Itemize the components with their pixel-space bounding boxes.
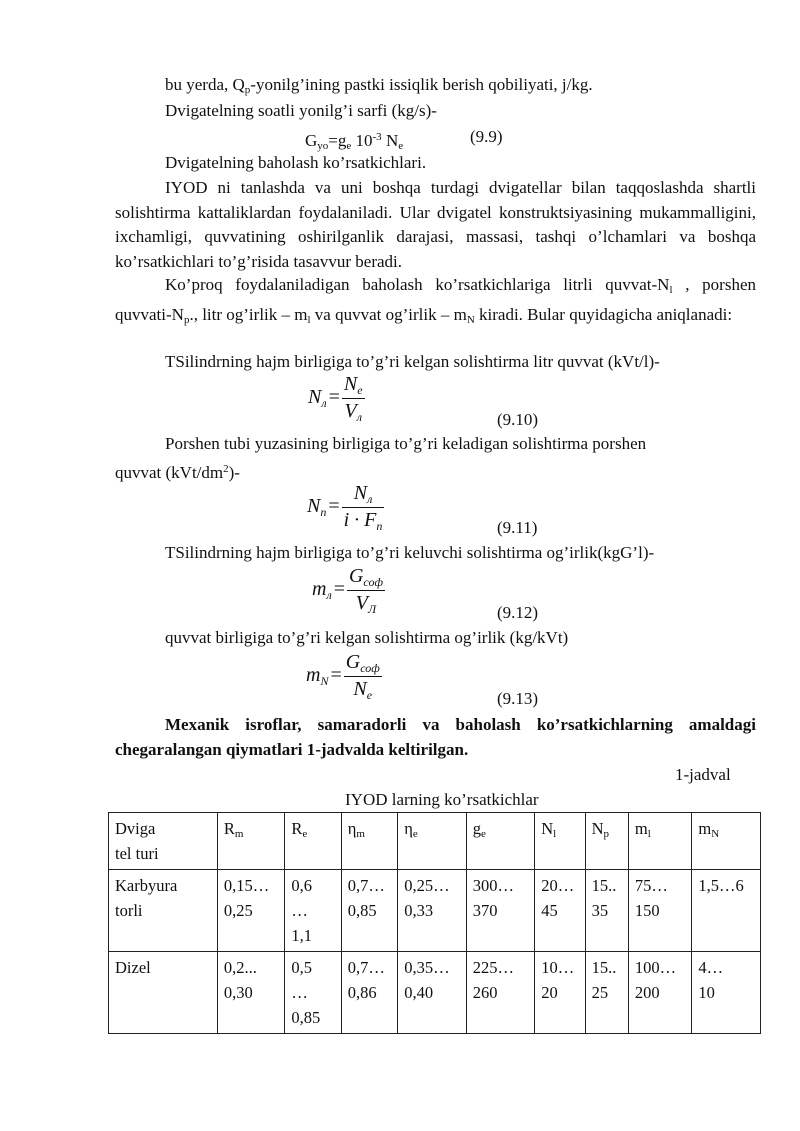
fraction: $\frac{G_{соф}}{V_Л}$ — [348, 565, 383, 616]
paragraph-comparison: IYOD ni tanlashda va uni boshqa turdagi dvigatellar bilan taqqoslashda shartli solishtirma kattaliklardan foydalaniladi. Ular dvigatel konstruktsiyasining mukammalligini, ixchamligi, quvvatining oshirilganlik darajasi, massasi, tashqi o’lchamlari va boshqa ko’rsatkichlari to’g’risida tasavvur beradi. — [115, 178, 756, 271]
equation-number-9-9: (9.9) — [470, 127, 503, 146]
table-cell: 100… 200 — [628, 952, 691, 1034]
table-label: 1-jadval — [675, 765, 731, 784]
indicators-table — [108, 812, 761, 1034]
power-weight-line: quvvat birligiga to’g’ri kelgan solishtirma og’irlik (kg/kVt) — [165, 628, 569, 647]
table-caption: IYOD larning ko’rsatkichlar — [345, 790, 539, 809]
hourly-consumption-line: Dvigatelning soatli yonilg’i sarfi (kg/s)- — [165, 101, 437, 120]
table-cell: 0,25… 0,33 — [398, 870, 467, 952]
table-cell: 0,7… 0,86 — [341, 952, 397, 1034]
table-cell: 0,6 … 1,1 — [285, 870, 341, 952]
table-row — [109, 870, 761, 952]
header-cell: $m_N$ — [692, 813, 761, 870]
table-cell: 10… 20 — [535, 952, 585, 1034]
table-cell: 0,5 … 0,85 — [285, 952, 341, 1034]
header-cell: $R_e$ — [285, 813, 341, 870]
table-cell: 0,35… 0,40 — [398, 952, 467, 1034]
table-row — [109, 952, 761, 1034]
equation-9-11: $N_п$ = $\frac{N_л}{i \cdot F_п}$ — [307, 482, 383, 533]
table-cell: 0,15… 0,25 — [217, 870, 285, 952]
fraction: $\frac{N_e}{V_л}$ — [343, 373, 363, 424]
qp-definition-line: bu yerda, $Q_p-yonilg’ining$ pastki issiqlik berish qobiliyati, j/kg. — [165, 75, 593, 96]
paragraph-indicators-list: Ko’proq foydalaniladigan baholash ko’rsatkichlariga litrli quvvat-$N_l$ , porshen quvvati-$N_p$., litr og’irlik – $m_l$ va quvvat og’irlik – $m_N$ kiradi. Bular quyidagicha aniqlanadi: — [115, 275, 756, 326]
litre-weight-line: TSilindrning hajm birligiga to’g’ri keluvchi solishtirma og’irlik(kgG’l)- — [165, 543, 655, 562]
header-cell: $\eta_m$ — [341, 813, 397, 870]
piston-power-line: Porshen tubi yuzasining birligiga to’g’ri keladigan solishtirma porshen — [165, 434, 647, 453]
equation-9-12: $m_л$ = $\frac{G_{соф}}{V_Л}$ — [312, 565, 383, 616]
header-cell: $g_e$ — [466, 813, 535, 870]
equation-number-9-10: (9.10) — [497, 410, 539, 429]
header-engine-type: Dviga tel turi — [109, 813, 218, 870]
fraction: $\frac{G_{соф}}{N_e}$ — [345, 651, 380, 702]
engine-type-cell: Karbyura torli — [109, 870, 218, 952]
header-cell: $m_l$ — [628, 813, 691, 870]
table-cell: 15.. 25 — [585, 952, 628, 1034]
equation-9-13: $m_N$ = $\frac{G_{соф}}{N_e}$ — [306, 651, 380, 702]
header-cell: $N_p$ — [585, 813, 628, 870]
table-cell: 75… 150 — [628, 870, 691, 952]
litre-power-line: TSilindrning hajm birligiga to’g’ri kelgan solishtirma litr quvvat (kVt/l)- — [165, 352, 660, 371]
table-cell: 1,5…6 — [692, 870, 761, 952]
equation-9-10: $N_л$ = $\frac{N_e}{V_л}$ — [308, 373, 363, 424]
piston-power-line-continued: quvvat $(kVt/dm^2)-$ — [115, 463, 240, 482]
bold-paragraph: Mexanik isroflar, samaradorli va baholash ko’rsatkichlarning amaldagi chegaralangan qiymatlari 1-jadvalda keltirilgan. — [115, 715, 756, 759]
table-cell: 0,2... 0,30 — [217, 952, 285, 1034]
table-cell: 20… 45 — [535, 870, 585, 952]
table-cell: 15.. 35 — [585, 870, 628, 952]
table-cell: 225… 260 — [466, 952, 535, 1034]
header-cell: $\eta_e$ — [398, 813, 467, 870]
engine-type-cell: Dizel — [109, 952, 218, 1034]
table-cell: 4… 10 — [692, 952, 761, 1034]
header-cell: $R_m$ — [217, 813, 285, 870]
table-header-row — [109, 813, 761, 870]
indicators-heading: Dvigatelning baholash ko’rsatkichlari. — [165, 153, 427, 172]
fraction: $\frac{N_л}{i \cdot F_п}$ — [343, 482, 383, 533]
equation-number-9-12: (9.12) — [497, 603, 539, 622]
header-cell: $N_l$ — [535, 813, 585, 870]
equation-number-9-13: (9.13) — [497, 689, 539, 708]
table-cell: 0,7… 0,85 — [341, 870, 397, 952]
equation-number-9-11: (9.11) — [497, 518, 538, 537]
equation-9-9: $G_{yo}=g_e$ $10^{-3}$ $N_e$ — [305, 131, 404, 152]
table-cell: 300… 370 — [466, 870, 535, 952]
